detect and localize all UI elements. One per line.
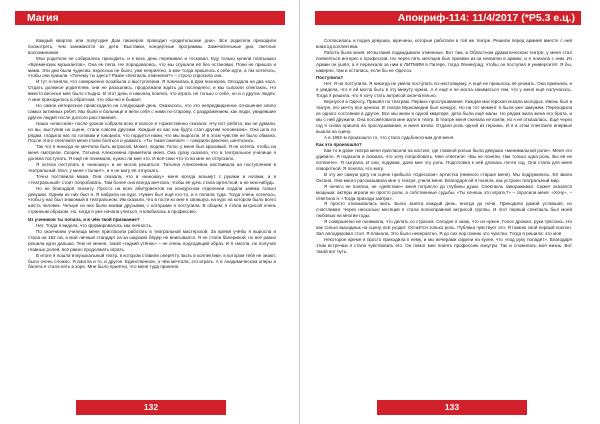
right-page-number: 133 xyxy=(444,402,460,412)
body-paragraph: Согласилась и подна девушка, мужчины, которые работали в той же театре. Решили перед армией вместе с ней вовзгод коллектива. xyxy=(316,38,572,49)
interview-question: Поступила? xyxy=(316,75,344,81)
right-page-footer xyxy=(377,400,527,415)
interview-question: Как это произошло? xyxy=(316,142,362,148)
body-paragraph: Но не благодаря таланту. Просто на всех абитуриентов на конкурсном отделении подали заявки только девушки. Одним из них был я. Я набрала на курс. Нужен был ещё кто-то, и я попала туда. Тогда очень хотелось, чтобы у нас был знакомый в театральном. Им сказали, что в гости ко мне я запишусь на курс на котором было всего шесть человек. Четыре из них были моими друзьями, с которыми я поступила. В общем, я стала актрисой очень странным образом. Но, когда я уже начала учиться, я влюбилась в профессию. xyxy=(28,185,276,215)
body-paragraph: Точно поставила мама. Она сказала, что в «киношку» меня всегда возьмут с руками и ногами, а в «театральный» стоит попробовать. Там более она всегда мечтала, чтобы её дочь стала артисткой, а не кем-нибудь. xyxy=(28,173,276,185)
right-page xyxy=(300,0,600,424)
right-page-header xyxy=(315,11,581,25)
left-page-footer xyxy=(76,400,226,415)
body-paragraph: Некоторое время я просто приходила к нему, и мы вечерами сидели на кухне, что «под руку попадёт». Благодаря этим встречам я стала чувствовать его. Он помог мне понять профессию изнутри. Так и сложилась моя жизнь. Вот такой вот путь. xyxy=(316,236,572,254)
right-page-issue-title: Апокриф-114: 11/4/2017 (*Р5.3 е.ц.) xyxy=(397,12,575,24)
body-paragraph: Наша «классная» после уроков собрала всех в классе и торжественно сказала: «Ну вот, ребята, мы не думали, но вы, выступив на сцене, стали совсем другими. Каждый из вас как будто стал другим человеком». Она шла по рядам, гладила нас по головам и говорила, что гордится нами, что мы выросли. И в этом чувстве не было обмана. После этого спектакля меня стали бояться и уважать. «Ты такая смелая!» – говорили девочки, шептались. xyxy=(28,120,276,144)
body-paragraph: Вернулся в Одессу. Пришёл по театрам. Первые прослушивания. Каждая мастерская искала молодых. Ивонь был в театре, его мечту все ценили. В театре Музкомедии был конкурс. Но на тот момент я была уже замужем. Переходила из одного состояния в другое. Все мы жили в одной квартире, дети были ещё малы. Но рядом жила жена его брата, и мы с ней дружили. Она посоветовала мне идти в театр. В театре меня сначала не взяли, но я не отказалась. Ещё через год я снова пришла на прослушивание, и меня взяли. Отдали роль одной из героинь. И я в этом спектакле впервые вышла на сцену. xyxy=(316,99,572,134)
body-paragraph: Мои родители не собирались приходить, и я весь день переживал и тосковал. Еду только купили платьишко «Бременских музыкантов». Она ее пела. Не порадовались, что мы слушали её без остановки. Пони не пришла и мама. Эти дни были чудесны, взрослых не было, уже неприятно, а мне тогда пришлось к себе идти, а так хотелось, чтобы они пришли. «Почему ты здесь? Разве спектакль отменили?» – строго спросила она. xyxy=(28,55,276,79)
body-paragraph: Нет. Я не поступила. Я никогда не умела поступать по-настоящему. А ещё не пришлось её уезжать. Они приехали, и я увидела, что я ей могла быть в эту минуту нужна. А я ещё и не могла заниматься тем, что у меня ещё получалось. Тогда я решила, что я хочу стать актрисой окончательно. xyxy=(316,81,572,99)
body-paragraph: Нет. Тогда я видела, что формировалось как личность. xyxy=(36,223,153,229)
body-paragraph: А в 1992-м произошло то, что стало судьбоносным для меня. xyxy=(324,134,455,140)
body-paragraph: Так что я никогда не мечтала быть актрисой. Может, людям. Голос у меня был красивый. Я не хотела, чтобы на меня смотрели. Скорее, Татьяна Алексеевна приметила меня. Она сразу сказала, что в театральное училище я должна поступать. Я ещё не понимала, нужно ли мне это. И всё-таки что-то во мне не отпускало. xyxy=(28,144,276,162)
body-paragraph: В эту же самую дату на сцене прибыла «Одесская» артистка (немного старше меня). Мы подружились. Её звали Оксана. Она много рассказывала мне о театре, учила меня. Благодаря ей я поняла, как устроен театральный мир. xyxy=(316,171,572,183)
body-paragraph: Каждый квартал или полугодие Дом пионеров проводил «родительские дни». Все родители приходили посмотреть, чем занимаются их дети. Выставки, концертные программы. Замечательные дни, светлые воспоминания. xyxy=(28,38,276,55)
body-paragraph: Работа была моей. Испытания подкидывали отменные. Вот там, в Областном драматическом театре, у меня стал появляться интерес к профессии. Но через пять месяцев был призван из-за нехватки в армию, и я поехала с ним. Из Армии он ушёл, а я переехала за ним в ЛИТМИМ в Питере, тогда Ленинград, чтобы он поступил в университет. Я бы, наверно, там и осталась, если бы не Одесса. xyxy=(316,49,572,73)
body-paragraph: По окончании училища меня пригласили работать в театральной мастерской. За время учёбы я выросла и стала на 182 см, а мой личный стандарт из-за широких бёдер не вписывался. Я не стала балериной, но всё равно решила идти дальше. Тем не менее, такой «гадкий утёнок» – не очень подходящий образ. И я смогла, не получая главных ролей, всё равно продолжать играть. xyxy=(28,229,276,252)
left-page-number: 132 xyxy=(143,402,159,412)
body-paragraph: И тут я поняла, что совершенно позабыла о выступлении. Я помчалась в Дом пионеров. Опоздала на два часа. Отдать должное родителям, они не разошлись, продолжали ждать до последнего, и мы сыграли спектакль. Но вместо веселья мне было стыдно. В этот день я наконец поняла, что играть не только о себе, но и о других людях. А мне приходилось в обратном, что обычно и бывает. xyxy=(28,79,276,103)
body-paragraph: В итоге я пошла в музыкальный театр, в котором ставили оперетту. Быть в коллективе, в котором тебя не знают, было очень сложно. Я смогла и то, и другое. Единственное, о чём мечтала, это играть. А в Академическом оперы и балета я стала петь в хоре. Мне было приятно, что меня туда приняли. xyxy=(28,252,276,270)
body-paragraph: Я просто отказывалась жить. Была занята каждый день, иногда до ночи. Приходила домой уставшая, но счастливая. Через несколько месяцев я стала полноправной актрисой труппы. И этот первый спектакль был моей любовью на многие годы. xyxy=(316,201,572,219)
left-page-body xyxy=(28,38,276,396)
body-paragraph: Но самое интересное происходило на следующий день. Оказалось, что это непредвиденное отношение злило самых активных ребят. Мы были в больнице и вели себя с ними по-старому, с раздражением, как люди, увидевшие других людей после долгого расставания. xyxy=(28,102,276,120)
interview-question: Из учеников ты попала, и в чём твой призвание? xyxy=(28,217,140,223)
body-paragraph: Я хотела поступать в «киношку» и не могла решиться. Татьяна Алексеевна настаивала на поступлении в театральный. Мол, у меня «талант», и я не могу её отпускать. xyxy=(28,162,276,173)
body-paragraph: Я совершенно не понимала, что делать со страхом. Сегодня я знаю, что он нужен. Голос дрожал, руки тряслись. Но как только выходишь на сцену, всё уходит. Остаётся только роль. Публика чувствует это. Я помню свой первый поклон. Зал аплодировал стоя. Я плакала. Это было невероятно. Я до сих пор помню это чувство. Тогда я решила: это моё. xyxy=(316,219,572,236)
left-page-header xyxy=(15,11,285,25)
body-paragraph: Как-то в доме театра меня пригласили на кастинг, где главной ролью была девушка «минимальной роли». Меня это удивило. Я подошла и сказала, что хочу попробовать. Мне ответили: «Вы не поняли, там только одна роль. Вы её не потянете». Я сыграла. И они, подумав, дали мне эту роль. Подготовка к ней длилась почти год. Она стала для меня поворотной. Я поняла, что могу. xyxy=(316,148,572,172)
left-page-section-title: Магия xyxy=(27,12,59,24)
body-paragraph: Я ничего не поняла, не «действие» меня потрясло до глубины души. Спектакль завораживал. Сюжет оказался мощным: актёры играли не просто роли, а собственные судьбы. «Ты хочешь это играть?» – спросили меня. «Хочу», – ответила я. «Тогда приходи завтра». xyxy=(316,183,572,201)
right-page-body xyxy=(316,38,572,396)
